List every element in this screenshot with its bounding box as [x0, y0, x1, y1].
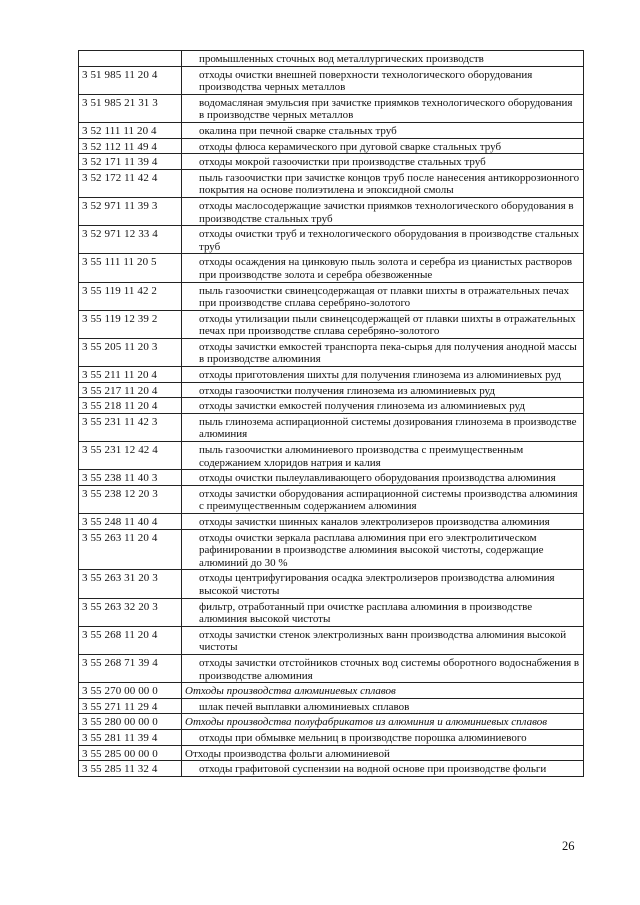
- waste-code-cell: 3 55 281 11 39 4: [79, 729, 182, 745]
- table-row: [79, 282, 584, 310]
- table-row: [79, 470, 584, 486]
- waste-description-cell: пыль газоочистки алюминиевого производства с преимущественным содержанием хлоридов натрия и калия: [182, 442, 584, 470]
- waste-code-cell: 3 55 268 11 20 4: [79, 626, 182, 654]
- waste-description-cell: отходы приготовления шихты для получения глинозема из алюминиевых руд: [182, 367, 584, 383]
- table-row: [79, 254, 584, 282]
- waste-description-cell: отходы зачистки емкостей транспорта пека-сырья для получения анодной массы в производстве алюминия: [182, 338, 584, 366]
- table-row: [79, 51, 584, 67]
- table-row: [79, 310, 584, 338]
- waste-description-cell: фильтр, отработанный при очистке расплава алюминия в производстве алюминия высокой чистоты: [182, 598, 584, 626]
- table-row: [79, 226, 584, 254]
- waste-description-cell: отходы зачистки шинных каналов электролизеров производства алюминия: [182, 514, 584, 530]
- waste-code-cell: 3 55 119 12 39 2: [79, 310, 182, 338]
- waste-code-cell: 3 52 971 11 39 3: [79, 197, 182, 225]
- table-row: [79, 570, 584, 598]
- waste-code-cell: 3 55 231 11 42 3: [79, 413, 182, 441]
- waste-code-cell: 3 55 285 00 00 0: [79, 745, 182, 761]
- waste-code-cell: 3 55 270 00 00 0: [79, 683, 182, 699]
- waste-description-cell: отходы графитовой суспензии на водной основе при производстве фольги: [182, 761, 584, 777]
- waste-description-cell: пыль газоочистки свинецсодержащая от плавки шихты в отражательных печах при производстве сплава серебряно-золотого: [182, 282, 584, 310]
- waste-code-cell: 3 55 111 11 20 5: [79, 254, 182, 282]
- waste-description-cell: отходы центрифугирования осадка электролизеров производства алюминия высокой чистоты: [182, 570, 584, 598]
- waste-description-cell: промышленных сточных вод металлургических производств: [182, 51, 584, 67]
- waste-code-cell: 3 55 263 32 20 3: [79, 598, 182, 626]
- waste-description-cell: Отходы производства алюминиевых сплавов: [182, 683, 584, 699]
- waste-description-cell: отходы очистки пылеулавливающего оборудования производства алюминия: [182, 470, 584, 486]
- waste-description-cell: пыль глинозема аспирационной системы дозирования глинозема в производстве алюминия: [182, 413, 584, 441]
- table-row: [79, 197, 584, 225]
- table-row: [79, 122, 584, 138]
- waste-code-cell: 3 52 111 11 20 4: [79, 122, 182, 138]
- table-row: [79, 94, 584, 122]
- waste-code-cell: 3 55 263 31 20 3: [79, 570, 182, 598]
- table-row: [79, 514, 584, 530]
- waste-code-cell: 3 55 218 11 20 4: [79, 398, 182, 414]
- waste-description-cell: отходы очистки внешней поверхности технологического оборудования производства черных металлов: [182, 66, 584, 94]
- waste-code-cell: 3 55 248 11 40 4: [79, 514, 182, 530]
- table-row: [79, 683, 584, 699]
- waste-description-cell: отходы газоочистки получения глинозема из алюминиевых руд: [182, 382, 584, 398]
- waste-codes-table: [78, 50, 584, 777]
- waste-code-cell: 3 55 217 11 20 4: [79, 382, 182, 398]
- waste-code-cell: 3 55 263 11 20 4: [79, 529, 182, 570]
- table-row: [79, 698, 584, 714]
- waste-description-cell: отходы очистки зеркала расплава алюминия при его электролитическом рафинировании в производстве алюминия высокой чистоты, содержащие алюминий до 30 %: [182, 529, 584, 570]
- waste-code-cell: 3 55 119 11 42 2: [79, 282, 182, 310]
- table-row: [79, 154, 584, 170]
- waste-code-cell: 3 51 985 21 31 3: [79, 94, 182, 122]
- waste-code-cell: 3 52 112 11 49 4: [79, 138, 182, 154]
- waste-code-cell: 3 52 172 11 42 4: [79, 169, 182, 197]
- waste-description-cell: отходы утилизации пыли свинецсодержащей от плавки шихты в отражательных печах при производстве сплава серебряно-золотого: [182, 310, 584, 338]
- waste-description-cell: отходы мокрой газоочистки при производстве стальных труб: [182, 154, 584, 170]
- waste-description-cell: шлак печей выплавки алюминиевых сплавов: [182, 698, 584, 714]
- waste-code-cell: 3 55 238 12 20 3: [79, 485, 182, 513]
- waste-code-cell: 3 55 268 71 39 4: [79, 654, 182, 682]
- table-row: [79, 442, 584, 470]
- waste-code-cell: 3 55 285 11 32 4: [79, 761, 182, 777]
- waste-description-cell: отходы зачистки оборудования аспирационной системы производства алюминия с преимущественным содержанием алюминия: [182, 485, 584, 513]
- table-row: [79, 338, 584, 366]
- waste-description-cell: отходы при обмывке мельниц в производстве порошка алюминиевого: [182, 729, 584, 745]
- table-row: [79, 169, 584, 197]
- waste-code-cell: 3 55 238 11 40 3: [79, 470, 182, 486]
- waste-code-cell: 3 55 280 00 00 0: [79, 714, 182, 730]
- waste-description-cell: Отходы производства фольги алюминиевой: [182, 745, 584, 761]
- waste-description-cell: отходы осаждения на цинковую пыль золота и серебра из цианистых растворов при производстве золота и серебра обезвоженные: [182, 254, 584, 282]
- waste-description-cell: отходы флюса керамического при дуговой сварке стальных труб: [182, 138, 584, 154]
- waste-description-cell: отходы зачистки стенок электролизных ванн производства алюминия высокой чистоты: [182, 626, 584, 654]
- waste-code-cell: 3 52 171 11 39 4: [79, 154, 182, 170]
- waste-code-cell: 3 55 231 12 42 4: [79, 442, 182, 470]
- waste-description-cell: отходы зачистки отстойников сточных вод системы оборотного водоснабжения в производстве алюминия: [182, 654, 584, 682]
- table-row: [79, 654, 584, 682]
- table-row: [79, 413, 584, 441]
- waste-description-cell: Отходы производства полуфабрикатов из алюминия и алюминиевых сплавов: [182, 714, 584, 730]
- table-row: [79, 398, 584, 414]
- waste-description-cell: водомасляная эмульсия при зачистке приямков технологического оборудования в производстве черных металлов: [182, 94, 584, 122]
- waste-description-cell: отходы маслосодержащие зачистки приямков технологического оборудования в производстве стальных труб: [182, 197, 584, 225]
- table-row: [79, 714, 584, 730]
- waste-code-cell: 3 51 985 11 20 4: [79, 66, 182, 94]
- waste-description-cell: пыль газоочистки при зачистке концов труб после нанесения антикоррозионного покрытия на основе полиэтилена и эпоксидной смолы: [182, 169, 584, 197]
- table-row: [79, 729, 584, 745]
- waste-code-cell: 3 52 971 12 33 4: [79, 226, 182, 254]
- waste-description-cell: отходы очистки труб и технологического оборудования в производстве стальных труб: [182, 226, 584, 254]
- waste-description-cell: окалина при печной сварке стальных труб: [182, 122, 584, 138]
- table-row: [79, 529, 584, 570]
- table-row: [79, 367, 584, 383]
- table-row: [79, 66, 584, 94]
- table-row: [79, 761, 584, 777]
- table-row: [79, 382, 584, 398]
- waste-description-cell: отходы зачистки емкостей получения глинозема из алюминиевых руд: [182, 398, 584, 414]
- page-number: 26: [562, 839, 575, 853]
- table-row: [79, 745, 584, 761]
- waste-code-cell: 3 55 211 11 20 4: [79, 367, 182, 383]
- waste-code-cell: 3 55 205 11 20 3: [79, 338, 182, 366]
- waste-code-cell: [79, 51, 182, 67]
- waste-code-cell: 3 55 271 11 29 4: [79, 698, 182, 714]
- table-row: [79, 598, 584, 626]
- table-body: [79, 51, 584, 777]
- table-row: [79, 626, 584, 654]
- table-row: [79, 138, 584, 154]
- table-row: [79, 485, 584, 513]
